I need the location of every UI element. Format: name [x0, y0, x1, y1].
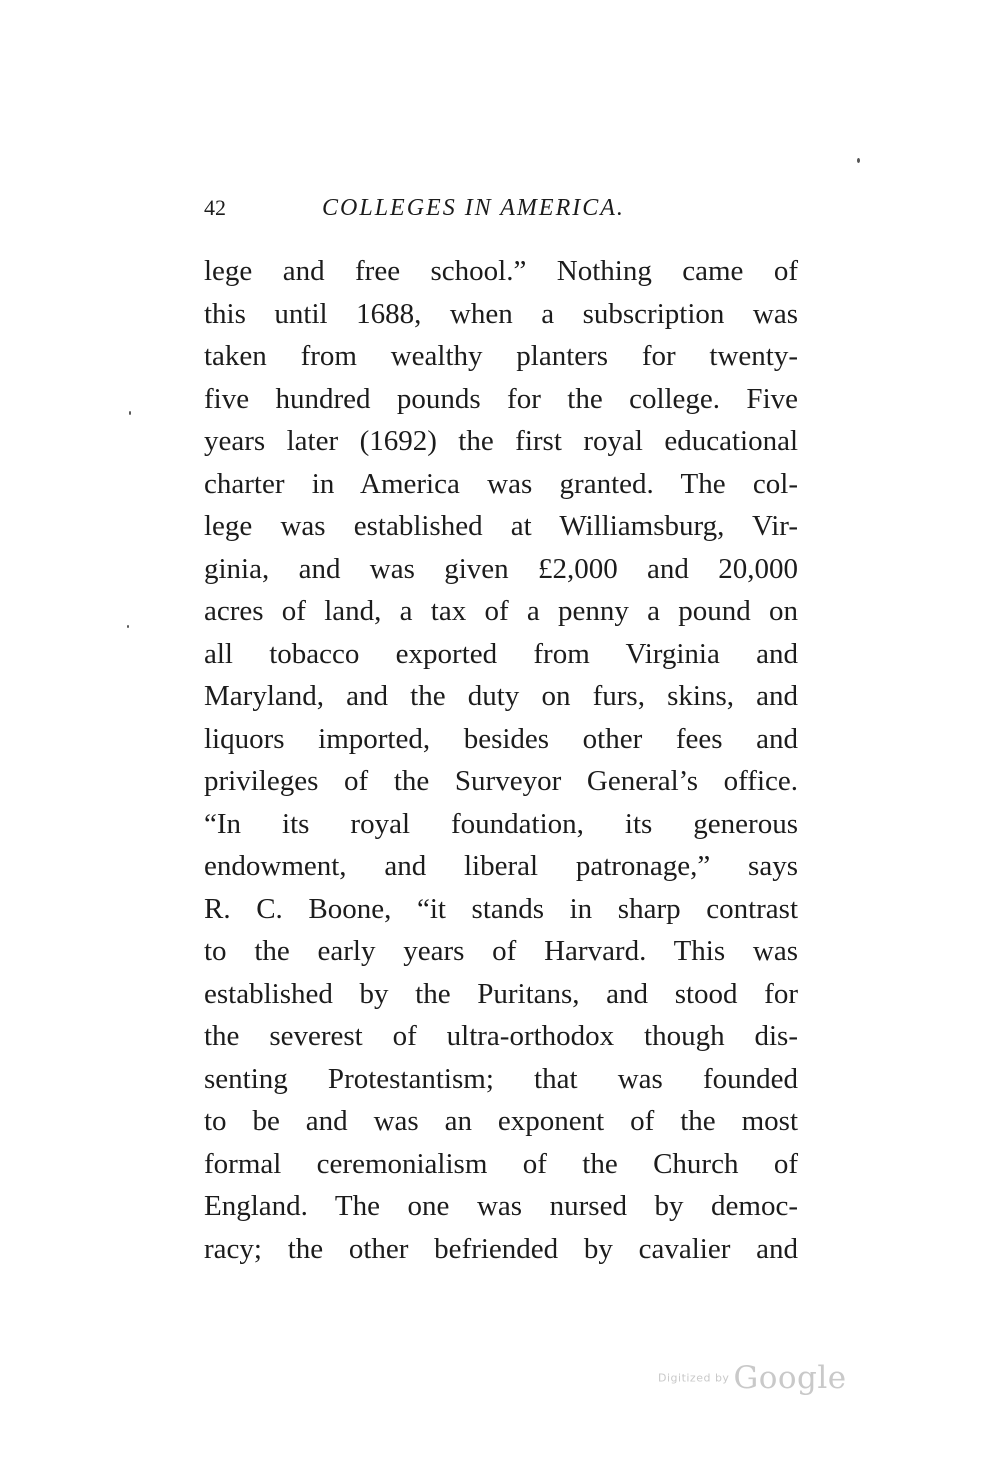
- text-line: five hundred pounds for the college. Five: [204, 382, 798, 415]
- text-line: “In its royal foundation, its generous: [204, 807, 798, 840]
- page-number: 42: [204, 195, 226, 220]
- scan-speck: [127, 625, 129, 628]
- text-line: senting Protestantism; that was founded: [204, 1062, 798, 1095]
- google-logo: Google: [733, 1360, 847, 1396]
- text-line: endowment, and liberal patronage,” says: [204, 850, 798, 882]
- text-line: England. The one was nursed by democ-: [204, 1190, 798, 1222]
- text-line: racy; the other befriended by cavalier and: [204, 1232, 798, 1265]
- body-text: [204, 250, 798, 1270]
- text-line: liquors imported, besides other fees and: [204, 722, 798, 755]
- text-line: acres of land, a tax of a penny a pound on: [204, 595, 798, 627]
- text-line: taken from wealthy planters for twenty-: [204, 340, 798, 372]
- text-line: charter in America was granted. The col-: [204, 467, 798, 500]
- text-line: formal ceremonialism of the Church of: [204, 1147, 798, 1180]
- scan-speck: [857, 158, 860, 163]
- text-line: years later (1692) the first royal educational: [204, 425, 798, 457]
- running-title: COLLEGES IN AMERICA.: [322, 195, 625, 221]
- text-line: the severest of ultra-orthodox though dis-: [204, 1020, 798, 1052]
- text-line: to the early years of Harvard. This was: [204, 935, 798, 967]
- watermark-prefix: Digitized by: [658, 1371, 730, 1385]
- text-line: ginia, and was given £2,000 and 20,000: [204, 552, 798, 585]
- text-line: privileges of the Surveyor General’s office.: [204, 765, 798, 797]
- text-line: Maryland, and the duty on furs, skins, and: [204, 680, 798, 712]
- text-line: established by the Puritans, and stood for: [204, 977, 798, 1010]
- running-head: [204, 193, 804, 223]
- text-line: to be and was an exponent of the most: [204, 1105, 798, 1137]
- digitized-watermark: [658, 1360, 868, 1400]
- text-line: all tobacco exported from Virginia and: [204, 637, 798, 670]
- scan-speck: [129, 411, 131, 415]
- text-line: this until 1688, when a subscription was: [204, 297, 798, 330]
- text-line: lege was established at Williamsburg, Vir-: [204, 510, 798, 542]
- text-line: R. C. Boone, “it stands in sharp contrast: [204, 892, 798, 925]
- text-line: lege and free school.” Nothing came of: [204, 255, 798, 287]
